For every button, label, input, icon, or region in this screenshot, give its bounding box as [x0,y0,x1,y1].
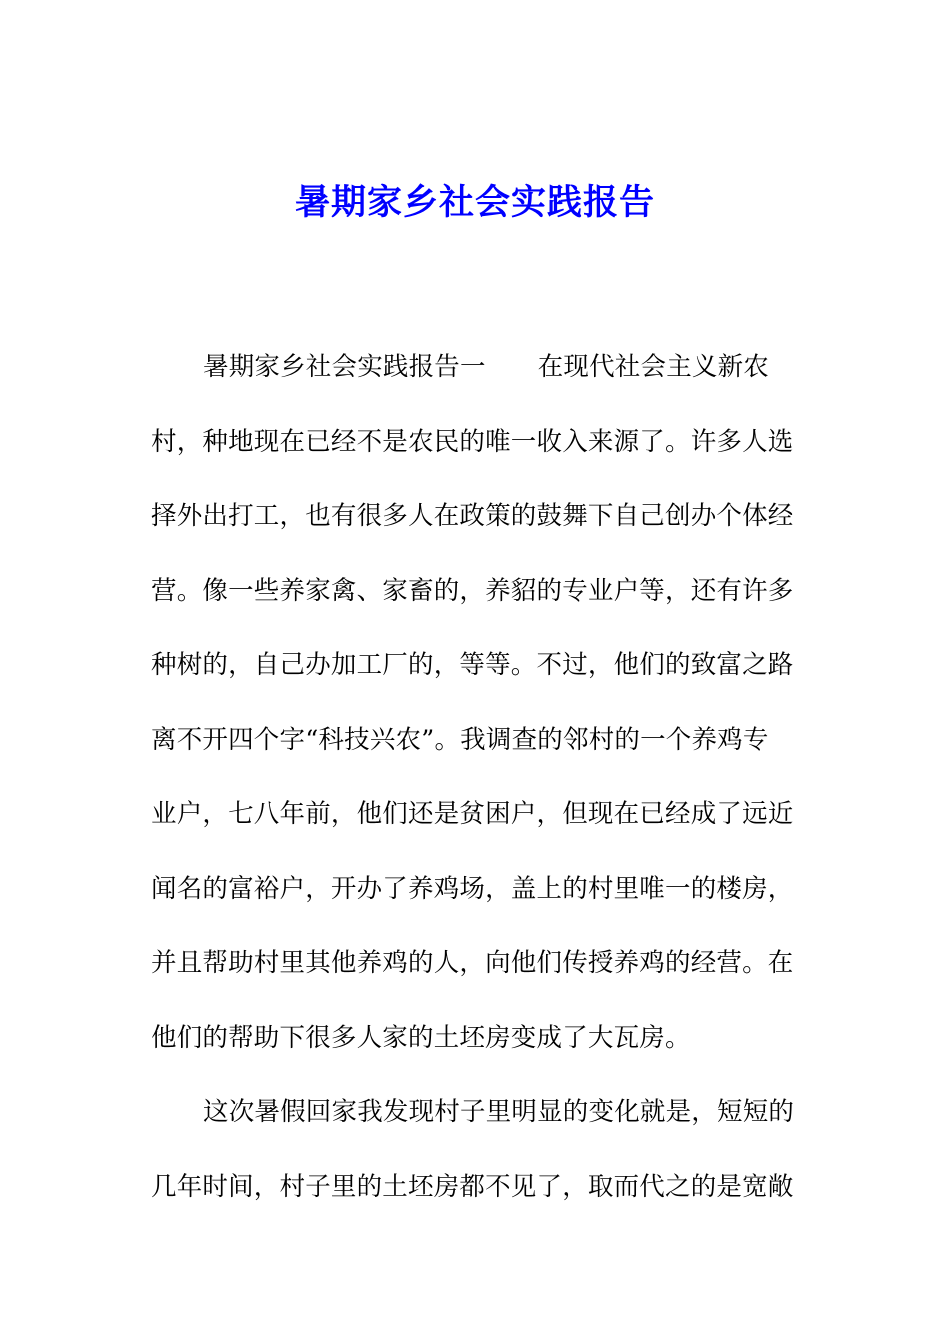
document-title: 暑期家乡社会实践报告 [294,183,655,223]
paragraph-1-first-line: 在现代社会主义新农 [537,352,770,382]
paragraph-1-line-10: 他们的帮助下很多人家的土坯房变成了大瓦房。 [151,1022,691,1053]
paragraph-2-line-1: 这次暑假回家我发现村子里明显的变化就是，短短的 [203,1097,795,1127]
document-body [151,330,795,1224]
paragraph-2-line-2: 几年时间，村子里的土坯房都不见了，取而代之的是宽敞 [151,1171,794,1202]
paragraph-1-line-2: 村，种地现在已经不是农民的唯一收入来源了。许多人选 [151,426,794,457]
paragraph-1-line-7: 业户，七八年前，他们还是贫困户，但现在已经成了远近 [151,799,794,829]
paragraph-1-line-5: 种树的，自己办加工厂的，等等。不过，他们的致富之路 [151,650,794,680]
paragraph-1-line-3: 择外出打工，也有很多人在政策的鼓舞下自己创办个体经 [151,501,794,531]
paragraph-1-line-8: 闻名的富裕户，开办了养鸡场，盖上的村里唯一的楼房， [151,873,794,904]
paragraph-1-line-6: 离不开四个字“科技兴农”。我调查的邻村的一个养鸡专 [151,724,769,755]
paragraph-1-line-4: 营。像一些养家禽、家畜的，养貂的专业户等，还有许多 [151,575,794,606]
paragraph-1-line-1 [151,330,791,405]
report-heading: 暑期家乡社会实践报告一 [203,352,486,382]
paragraph-1-line-9: 并且帮助村里其他养鸡的人，向他们传授养鸡的经营。在 [151,948,794,978]
